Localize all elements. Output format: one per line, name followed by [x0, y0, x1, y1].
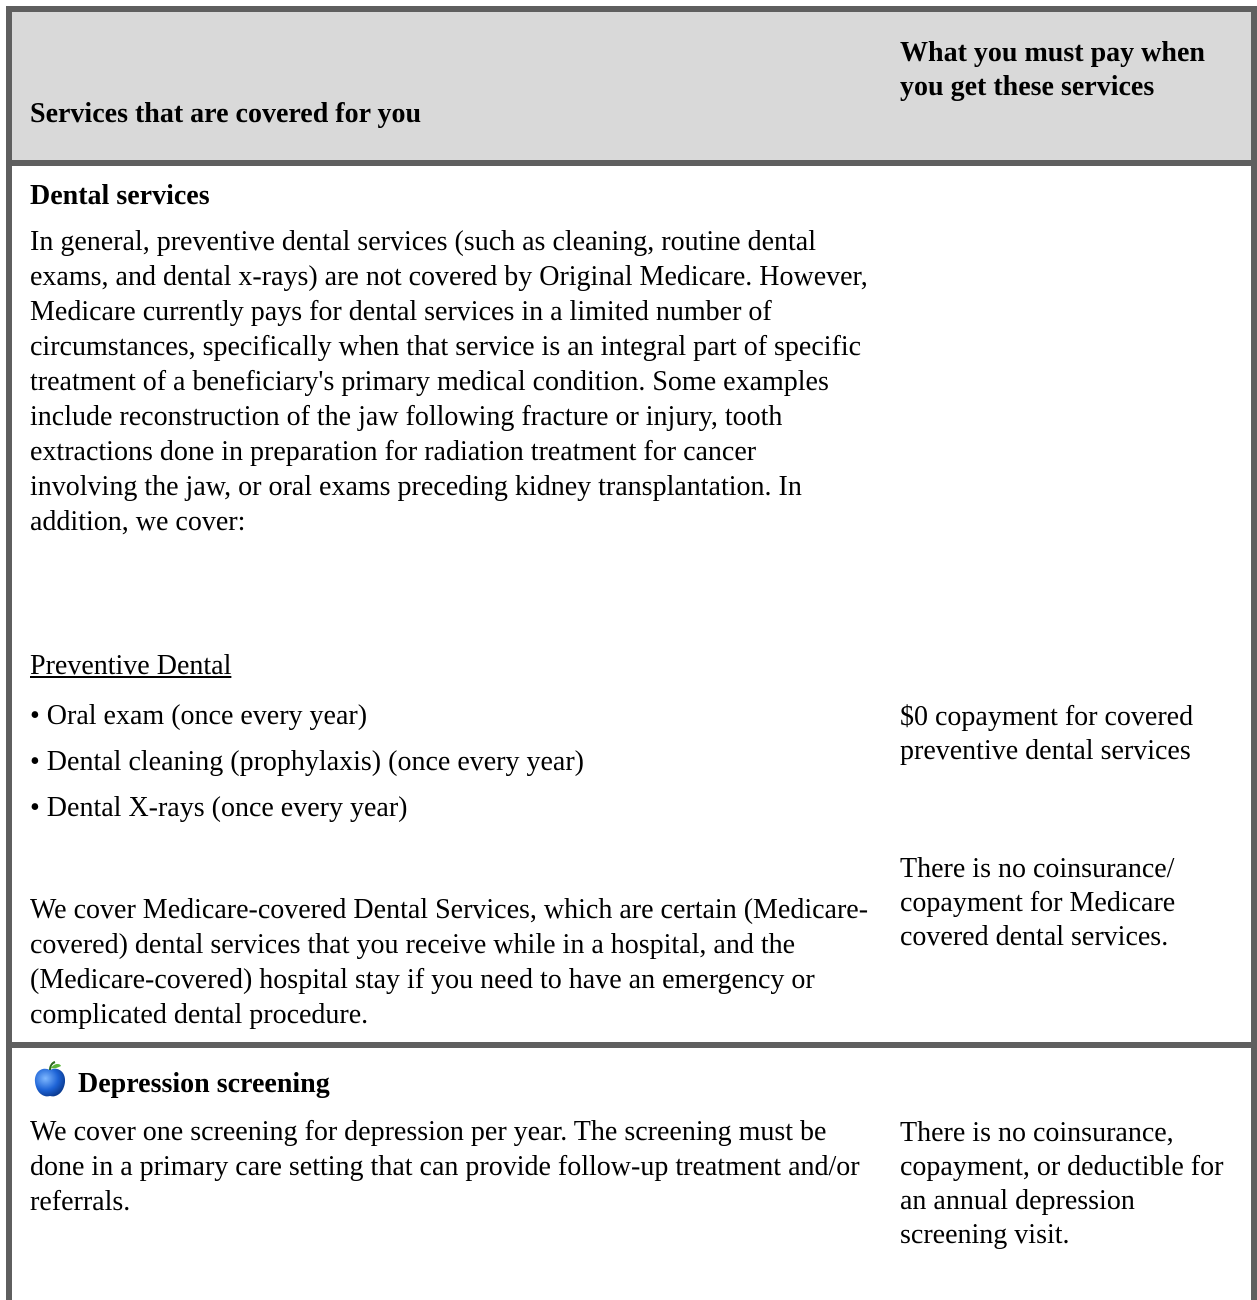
- depression-screening-title: Depression screening: [78, 1068, 330, 1099]
- row-separator: [12, 1042, 1251, 1048]
- apple-icon: [30, 1060, 70, 1100]
- row-separator: [12, 160, 1251, 166]
- medicare-dental-text: We cover Medicare-covered Dental Services, which are certain (Medicare-covered) dental services that you receive while in a hospital, and the (Medicare-covered) hospital stay if you need to have an emergency or complicated dental procedure.: [30, 894, 869, 1030]
- preventive-dental-heading: Preventive Dental: [30, 650, 232, 681]
- header-services: Services that are covered for you: [30, 98, 422, 129]
- preventive-item: • Dental X-rays (once every year): [30, 792, 408, 823]
- preventive-item: • Dental cleaning (prophylaxis) (once every year): [30, 746, 584, 777]
- header-payment: What you must pay when you get these services: [900, 37, 1205, 102]
- coverage-table: [6, 6, 1257, 1300]
- preventive-item: • Oral exam (once every year): [30, 700, 368, 731]
- dental-services-title: Dental services: [30, 180, 210, 211]
- table-header: [12, 12, 1251, 160]
- preventive-dental-cost: $0 copayment for covered preventive dental services: [900, 701, 1194, 766]
- dental-services-intro: In general, preventive dental services (such as cleaning, routine dental exams, and dental x-rays) are not covered by Original Medicare. However, Medicare currently pays for dental services in a limited number of circumstances, specifically when that service is an integral part of specific treatment of a beneficiary's primary medical condition. Some examples include reconstruction of the jaw following fracture or injury, tooth extractions done in preparation for radiation treatment for cancer involving the jaw, or oral exams preceding kidney transplantation. In addition, we cover:: [30, 226, 868, 537]
- depression-screening-cost: There is no coinsurance, copayment, or deductible for an annual depression screening visit.: [900, 1117, 1224, 1250]
- medicare-dental-cost: There is no coinsurance/ copayment for Medicare covered dental services.: [900, 853, 1176, 952]
- depression-screening-text: We cover one screening for depression per year. The screening must be done in a primary care setting that can provide follow-up treatment and/or referrals.: [30, 1116, 860, 1217]
